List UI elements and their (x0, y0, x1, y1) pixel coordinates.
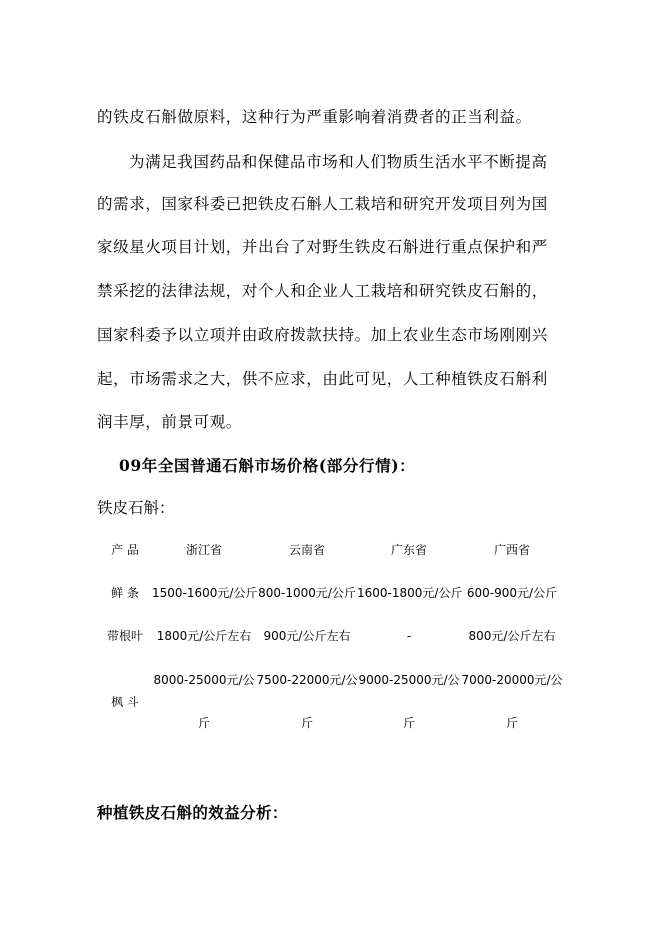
table-cell: 斤 (300, 716, 313, 730)
paragraph-line: 的需求，国家科委已把铁皮石斛人工栽培和研究开发项目列为国 (97, 195, 548, 213)
table-cell: 9000-25000元/公 (358, 673, 460, 687)
table-cell: 斤 (402, 716, 415, 730)
table-cell: 带根叶 (106, 629, 143, 643)
table-cell: 600-900元/公斤 (466, 586, 558, 600)
paragraph-line: 家级星火项目计划，并出台了对野生铁皮石斛进行重点保护和严 (97, 238, 548, 256)
table-header-cell: 浙江省 (185, 543, 222, 557)
paragraph-line: 禁采挖的法律法规，对个人和企业人工栽培和研究铁皮石斛的， (97, 282, 548, 300)
section-heading: 种植铁皮石斛的效益分析： (97, 803, 288, 822)
table-cell: 斤 (197, 716, 210, 730)
table-cell: 7500-22000元/公 (256, 673, 358, 687)
paragraph-line: 为满足我国药品和保健品市场和人们物质生活水平不断提高 (129, 153, 548, 171)
table-cell: 800元/公斤左右 (468, 629, 556, 643)
table-cell: 鲜 条 (111, 586, 139, 600)
table-cell: 8000-25000元/公 (153, 673, 255, 687)
table-cell: 800-1000元/公斤 (258, 586, 356, 600)
table-cell: - (406, 629, 412, 643)
table-cell: 7000-20000元/公 (461, 673, 563, 687)
table-cell: 1500-1600元/公斤 (152, 586, 258, 600)
table-header-cell: 产 品 (111, 543, 139, 557)
table-cell: 枫 斗 (111, 695, 139, 709)
table-cell: 900元/公斤左右 (263, 629, 351, 643)
table-cell: 1600-1800元/公斤 (357, 586, 463, 600)
table-header-cell: 云南省 (288, 543, 325, 557)
table-header-cell: 广东省 (390, 543, 427, 557)
paragraph-line: 润丰厚，前景可观。 (97, 413, 242, 431)
paragraph-line: 国家科委予以立项并由政府拨款扶持。加上农业生态市场刚刚兴 (97, 326, 548, 344)
price-heading: 09年全国普通石斛市场价格(部分行情)： (119, 456, 416, 475)
table-cell: 斤 (505, 716, 518, 730)
table-title: 铁皮石斛： (97, 499, 175, 517)
paragraph-line: 的铁皮石斛做原料，这种行为严重影响着消费者的正当利益。 (97, 108, 532, 126)
table-header-cell: 广西省 (493, 543, 530, 557)
paragraph-line: 起，市场需求之大，供不应求，由此可见，人工种植铁皮石斛利 (97, 370, 548, 388)
table-cell: 1800元/公斤左右 (156, 629, 252, 643)
